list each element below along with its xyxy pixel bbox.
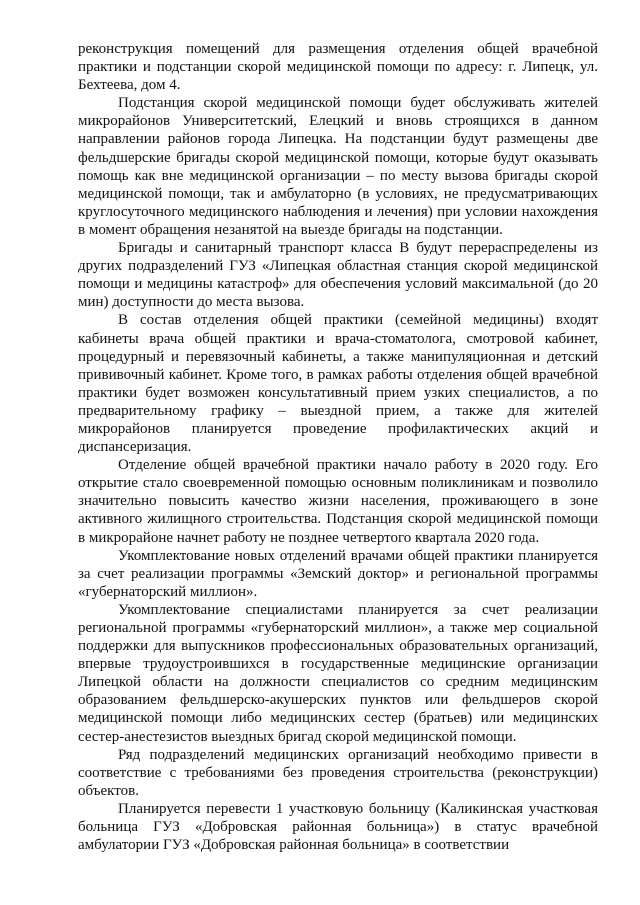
document-page	[78, 40, 598, 854]
paragraph: Отделение общей врачебной практики начало работу в 2020 году. Его открытие стало своевременной помощью основным поликлиникам и позволило значительно повысить качество жизни населения, проживающего в зоне активного жилищного строительства. Подстанция скорой медицинской помощи в микрорайоне начнет работу не позднее четвертого квартала 2020 года.	[78, 457, 598, 546]
paragraph: Бригады и санитарный транспорт класса В будут перераспределены из других подразделений ГУЗ «Липецкая областная станция скорой медицинской помощи и медицины катастроф» для обеспечения условий максимальной (до 20 мин) доступности до места вызова.	[78, 240, 598, 311]
paragraph: Планируется перевести 1 участковую больницу (Каликинская участковая больница ГУЗ «Добровская районная больница») в статус врачебной амбулатории ГУЗ «Добровская районная больница» в соответствии	[78, 800, 598, 854]
paragraph: Укомплектование специалистами планируется за счет реализации региональной программы «губернаторский миллион», а также мер социальной поддержки для выпускников профессиональных образовательных организаций, впервые трудоустроившихся в государственные медицинские организации Липецкой области на должности специалистов со средним медицинским образованием фельдшерско-акушерских пунктов или фельдшеров скорой медицинской помощи либо медицинских сестер (братьев) или медицинских сестер-анестезистов выездных бригад скорой медицинской помощи.	[78, 601, 598, 745]
paragraph: Подстанция скорой медицинской помощи будет обслуживать жителей микрорайонов Университетский, Елецкий и вновь строящихся в данном направлении районов города Липецка. На подстанции будут размещены две фельдшерские бригады скорой медицинской помощи, которые будут оказывать помощь как вне медицинской организации – по месту вызова бригады скорой медицинской помощи, так и амбулаторно (в условиях, не предусматривающих круглосуточного медицинского наблюдения и лечения) при условии нахождения в момент обращения незанятой на выезде бригады на подстанции.	[78, 95, 598, 238]
paragraph: Укомплектование новых отделений врачами общей практики планируется за счет реализации программы «Земский доктор» и региональной программы «губернаторский миллион».	[78, 547, 598, 600]
paragraph: Ряд подразделений медицинских организаций необходимо привести в соответствие с требованиями без проведения строительства (реконструкции) объектов.	[78, 746, 598, 799]
paragraph: В состав отделения общей практики (семейной медицины) входят кабинеты врача общей практики и врача-стоматолога, смотровой кабинет, процедурный и перевязочный кабинеты, а также манипуляционная и детский прививочный кабинет. Кроме того, в рамках работы отделения общей врачебной практики будет возможен консультативный прием узких специалистов, а по предварительному графику – выездной прием, а также для жителей микрорайонов планируется проведение профилактических акций и диспансеризация.	[78, 312, 598, 456]
paragraph: реконструкция помещений для размещения отделения общей врачебной практики и подстанции скорой медицинской помощи по адресу: г. Липецк, ул. Бехтеева, дом 4.	[78, 41, 598, 94]
